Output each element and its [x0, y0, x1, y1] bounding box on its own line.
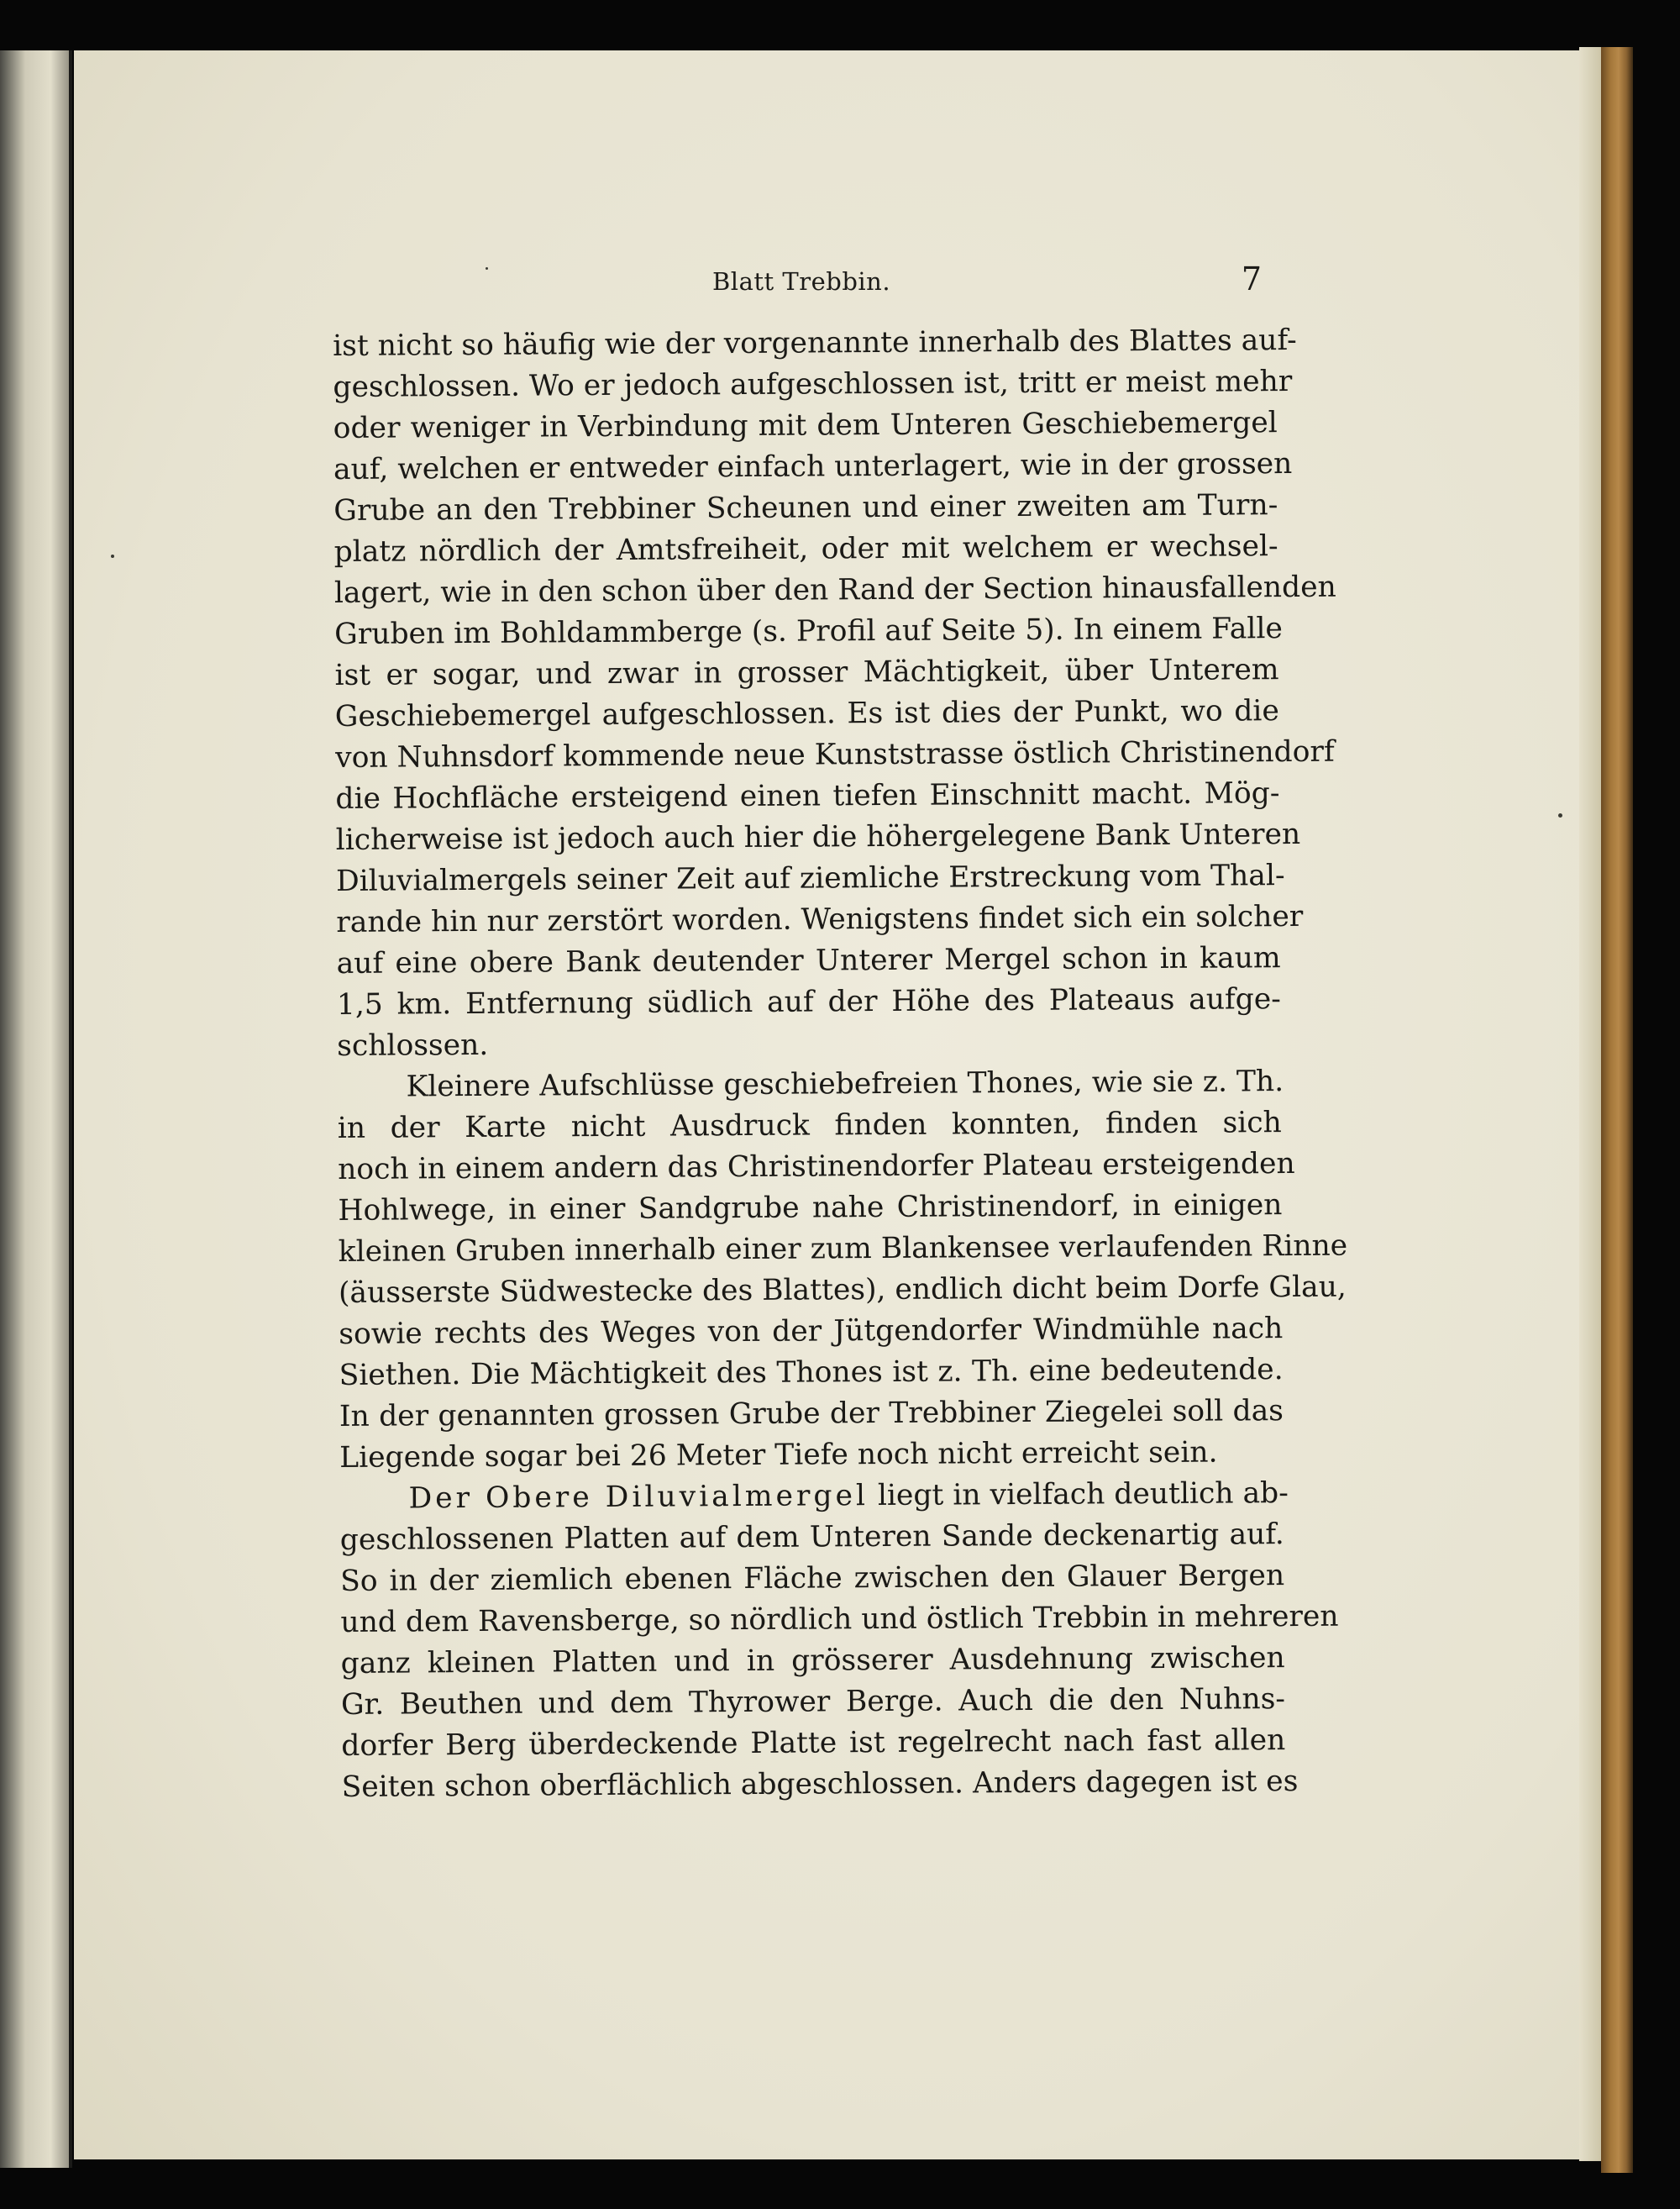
paper-speck [111, 555, 114, 558]
paragraph [337, 1061, 1348, 1479]
text-line [339, 1473, 1289, 1520]
text-line: von Nuhnsdorf kommende neue Kunststrasse östlich Christinendorf [335, 734, 1335, 775]
previous-page-edge [0, 50, 72, 2168]
text-line: Geschiebemergel aufgeschlossen. Es ist dies der Punkt, wo die [334, 694, 1279, 734]
text-line: Seiten schon oberflächlich abgeschlossen. Anders dagegen ist es [341, 1765, 1299, 1804]
text-line: die Hochfläche ersteigend einen tiefen Einschnitt macht. Mög- [335, 776, 1280, 816]
text-line: Kleinere Aufschlüsse geschiebefreien Thones, wie sie z. Th. [406, 1065, 1284, 1104]
text-line: schlossen. [337, 1028, 489, 1063]
text-line: 1,5 km. Entfernung südlich auf der Höhe des Plateaus aufge- [336, 982, 1282, 1022]
text-line: ist er sogar, und zwar in grosser Mächtigkeit, über Unterem [334, 653, 1279, 692]
paragraph [339, 1473, 1339, 1808]
text-line: geschlossenen Platten auf dem Unteren Sande deckenartig auf. [339, 1517, 1284, 1557]
text-line: oder weniger in Verbindung mit dem Unteren Geschiebemergel [333, 406, 1278, 445]
text-run: liegt in vielfach deutlich ab- [868, 1476, 1289, 1513]
text-line: dorfer Berg überdeckende Platte ist regelrecht nach fast allen [341, 1723, 1286, 1763]
text-line: sowie rechts des Weges von der Jütgendorfer Windmühle nach [339, 1312, 1284, 1351]
text-line: ganz kleinen Platten und in grösserer Ausdehnung zwischen [340, 1641, 1285, 1680]
book-cover-edge [1601, 47, 1633, 2173]
text-line: Diluvialmergels seiner Zeit auf ziemliche Erstreckung vom Thal- [335, 859, 1285, 898]
text-line: Grube an den Trebbiner Scheunen und einer zweiten am Turn- [333, 488, 1278, 528]
text-line: auf, welchen er entweder einfach unterlagert, wie in der grossen [333, 447, 1293, 487]
page-number: 7 [1241, 260, 1262, 297]
text-line: in der Karte nicht Ausdruck finden konnten, finden sich [337, 1106, 1282, 1145]
text-line: Liegende sogar bei 26 Meter Tiefe noch nicht erreicht sein. [339, 1435, 1218, 1475]
paper-speck [1558, 813, 1562, 818]
body-text [333, 320, 1348, 1808]
page-header [338, 262, 1270, 313]
text-line: Gruben im Bohldammberge (s. Profil auf Seite 5). In einem Falle [334, 612, 1283, 651]
text-line: kleinen Gruben innerhalb einer zum Blankensee verlaufenden Rinne [338, 1228, 1348, 1269]
text-line: auf eine obere Bank deutender Unterer Mergel schon in kaum [336, 941, 1281, 981]
text-line: ist nicht so häufig wie der vorgenannte innerhalb des Blattes auf- [333, 323, 1297, 363]
paragraph [333, 320, 1336, 1067]
text-line: und dem Ravensberge, so nördlich und östlich Trebbin in mehreren [340, 1599, 1339, 1639]
text-line: So in der ziemlich ebenen Fläche zwischen den Glauer Bergen [340, 1559, 1285, 1598]
text-line: geschlossen. Wo er jedoch aufgeschlossen ist, tritt er meist mehr [333, 365, 1293, 404]
binding-gutter [69, 50, 72, 2168]
text-line: (äusserste Südwestecke des Blattes), endlich dicht beim Dorfe Glau, [338, 1270, 1347, 1310]
text-line: Siethen. Die Mächtigkeit des Thones ist z. Th. eine bedeutende. [339, 1353, 1284, 1392]
text-line: Hohlwege, in einer Sandgrube nahe Christinendorf, in einigen [338, 1188, 1283, 1228]
text-line: noch in einem andern das Christinendorfer Plateau ersteigenden [338, 1147, 1295, 1186]
text-line: platz nördlich der Amtsfreiheit, oder mit welchem er wechsel- [333, 529, 1278, 569]
spaced-term: Der Obere Diluvialmergel [408, 1479, 869, 1516]
text-line: lagert, wie in den schon über den Rand der Section hinausfallenden [333, 570, 1336, 610]
text-line: licherweise ist jedoch auch hier die höhergelegene Bank Unteren [335, 817, 1301, 857]
text-line: rande hin nur zerstört worden. Wenigstens findet sich ein solcher [336, 899, 1304, 939]
running-title: Blatt Trebbin. [712, 267, 891, 296]
text-line: Gr. Beuthen und dem Thyrower Berge. Auch die den Nuhns- [340, 1682, 1286, 1722]
text-line: In der genannten grossen Grube der Trebbiner Ziegelei soll das [339, 1394, 1284, 1433]
